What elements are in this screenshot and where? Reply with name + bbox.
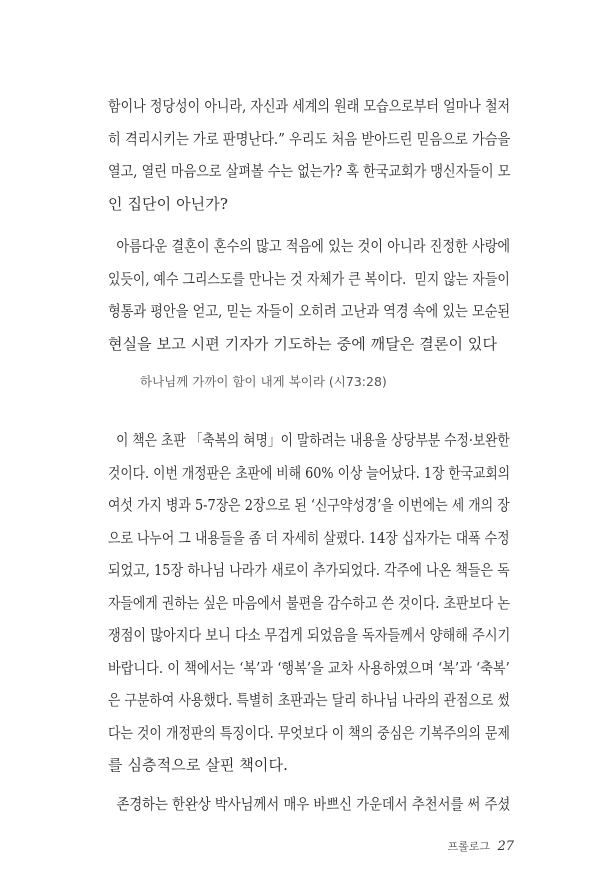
text-line: 은 구분하여 사용했다. 특별히 초판과는 달리 하나님 나라의 관점으로 썼 bbox=[108, 691, 510, 709]
text-line: 현실을 보고 시편 기자가 기도하는 중에 깨달은 결론이 있다 bbox=[108, 334, 498, 353]
footer-section-label: 프롤로그 bbox=[447, 840, 490, 853]
text-line: 자들에게 권하는 싶은 마음에서 불편을 감수하고 쓴 것이다. 초판보다 논 bbox=[108, 593, 510, 612]
text-line: 인 집단이 아닌가? bbox=[108, 194, 229, 213]
text-line: 함이나 정당성이 아니라, 자신과 세계의 원래 모습으로부터 얼마나 철저 bbox=[108, 97, 511, 115]
text-line: 다는 것이 개정판의 특징이다. 무엇보다 이 책의 중심은 기복주의의 문제 bbox=[108, 723, 510, 742]
text-line: 형통과 평안을 얻고, 믿는 자들이 오히려 고난과 역경 속에 있는 모순된 bbox=[108, 302, 511, 320]
text-line: 바랍니다. 이 책에서는 ‘복’과 ‘행복’을 교차 사용하였으며 ‘복’과 ‘축복’ bbox=[108, 658, 510, 677]
paragraph-1 bbox=[108, 90, 510, 220]
paragraph-3 bbox=[108, 424, 510, 782]
text-line: 되었고, 15장 하나님 나라가 새로이 추가되었다. 각주에 나온 책들은 독 bbox=[108, 561, 510, 579]
paragraph-4 bbox=[108, 788, 510, 821]
scripture-quote: 하나님께 가까이 함이 내게 복이라 (시73:28) bbox=[140, 374, 387, 389]
text-line: 아름다운 결혼이 혼수의 많고 적음에 있는 것이 아니라 진정한 사랑에 bbox=[108, 237, 511, 255]
text-line: 를 심층적으로 살핀 책이다. bbox=[108, 756, 288, 774]
paragraph-2 bbox=[108, 230, 510, 360]
text-line: 있듯이, 예수 그리스도를 만나는 것 자체가 큰 복이다. 믿지 않는 자들이 bbox=[108, 269, 510, 288]
text-line: 으로 나누어 그 내용들을 좀 더 자세히 살폈다. 14장 십자가는 대폭 수정 bbox=[108, 528, 510, 547]
page-number: 27 bbox=[497, 839, 514, 854]
text-line: 것이다. 이번 개정판은 초판에 비해 60% 이상 늘어났다. 1장 한국교회의 bbox=[108, 463, 511, 482]
text-line: 여섯 가지 병과 5-7장은 2장으로 된 ‘신구약성경’을 이번에는 세 개의 장 bbox=[108, 496, 510, 514]
text-line: 히 격리시키는 가로 판명난다.” 우리도 처음 받아드린 믿음으로 가슴을 bbox=[108, 129, 511, 148]
page-footer bbox=[447, 838, 514, 854]
text-line: 열고, 열린 마음으로 살펴볼 수는 없는가? 혹 한국교회가 맹신자들이 모 bbox=[108, 162, 511, 180]
text-line: 쟁점이 많아지다 보니 다소 무겁게 되었음을 독자들께서 양해해 주시기 bbox=[108, 626, 511, 644]
text-line: 존경하는 한완상 박사님께서 매우 바쁘신 가운데서 추천서를 써 주셨 bbox=[108, 795, 511, 813]
text-line: 이 책은 초판 「축복의 혀명」이 말하려는 내용을 상당부분 수정·보완한 bbox=[108, 431, 510, 449]
